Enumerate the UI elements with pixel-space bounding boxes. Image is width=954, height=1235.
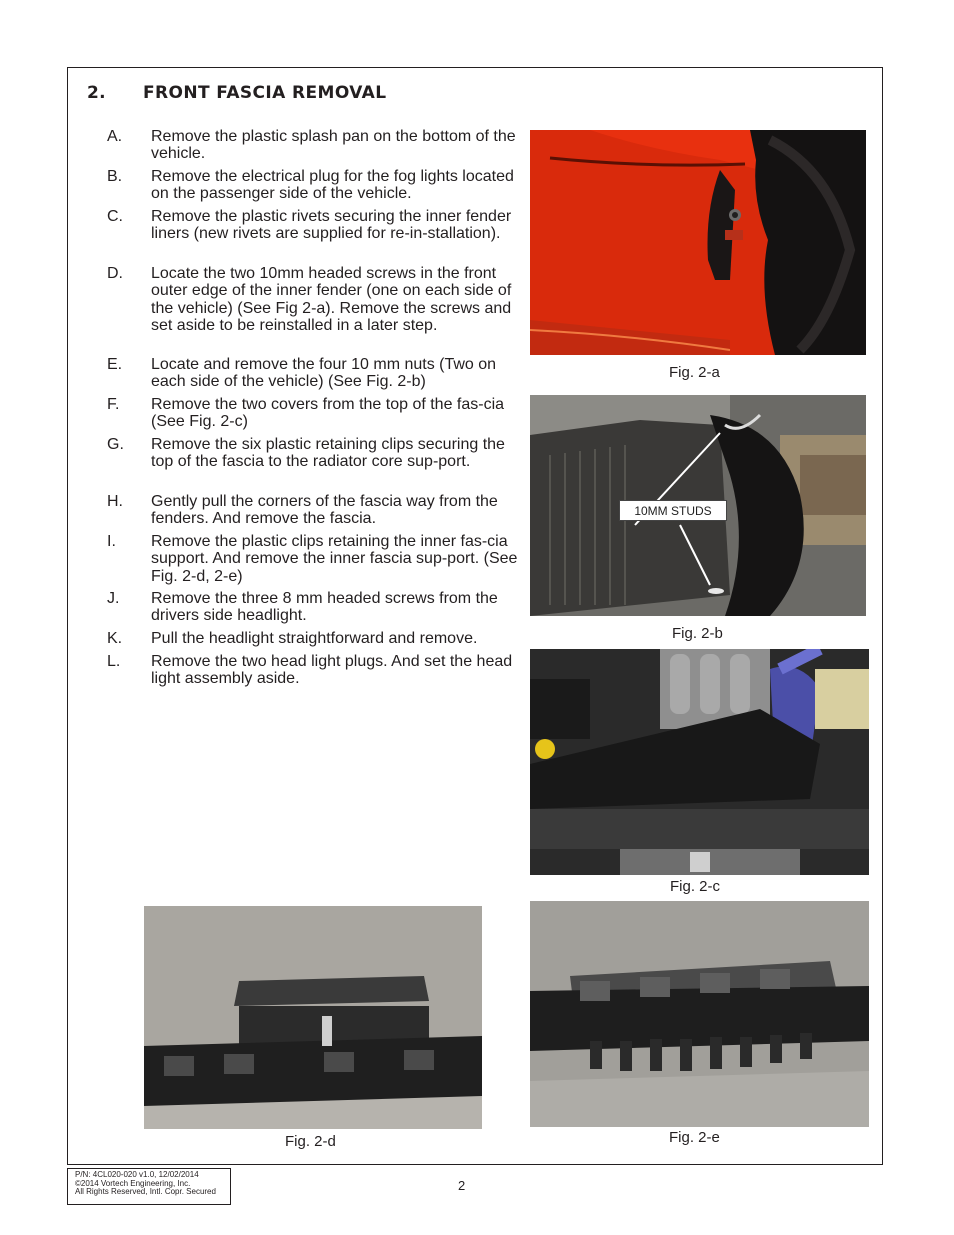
step-text: Remove the plastic splash pan on the bottom of the vehicle.: [151, 128, 516, 163]
step-letter: K.: [107, 630, 123, 647]
page-number: 2: [458, 1178, 466, 1193]
step-text: Remove the plastic rivets securing the inner fender liners (new rivets are supplied for re-in-stallation).: [151, 208, 512, 243]
fig-2c-caption: Fig. 2-c: [670, 878, 721, 895]
footer-copyright-box: [67, 1168, 231, 1205]
fig-2c-photo: [530, 649, 869, 875]
section-number: 2.: [87, 83, 106, 103]
step-text: Remove the electrical plug for the fog lights located on the passenger side of the vehicle.: [151, 168, 514, 203]
fig-2a-photo: [530, 130, 866, 355]
footer-rights: All Rights Reserved, Intl. Copr. Secured: [75, 1187, 216, 1197]
step-letter: D.: [107, 265, 123, 282]
fig-2b-callout-label: 10MM STUDS: [619, 500, 727, 521]
fig-2b-caption: Fig. 2-b: [672, 625, 723, 642]
step-letter: J.: [107, 590, 120, 607]
step-letter: C.: [107, 208, 123, 225]
footer-copyright: ©2014 Vortech Engineering, Inc.: [75, 1178, 191, 1188]
step-text: Remove the plastic clips retaining the inner fas-cia support. And remove the inner fascia sup-port. (See Fig. 2-d, 2-e): [151, 533, 518, 585]
step-letter: L.: [107, 653, 121, 670]
step-letter: A.: [107, 128, 123, 145]
step-text: Remove the three 8 mm headed screws from the drivers side headlight.: [151, 590, 498, 625]
fig-2d-caption: Fig. 2-d: [285, 1133, 336, 1150]
step-text: Locate and remove the four 10 mm nuts (Two on each side of the vehicle) (See Fig. 2-b): [151, 356, 497, 391]
fig-2d-photo: [144, 906, 482, 1129]
step-letter: G.: [107, 436, 124, 453]
step-text: Remove the two covers from the top of the fas-cia (See Fig. 2-c): [151, 396, 505, 431]
section-title: FRONT FASCIA REMOVAL: [143, 83, 387, 103]
step-letter: H.: [107, 493, 123, 510]
step-letter: I.: [107, 533, 116, 550]
step-text: Locate the two 10mm headed screws in the front outer edge of the inner fender (one on each side of the vehicle) (See Fig 2-a). Remove the screws and set aside to be reinstalled in a later step.: [151, 265, 512, 334]
footer-part-number: P/N: 4CL020-020 v1.0, 12/02/2014: [75, 1170, 199, 1179]
step-text: Pull the headlight straightforward and remove.: [151, 630, 478, 647]
fig-2e-photo: [530, 901, 869, 1127]
step-text: Remove the six plastic retaining clips securing the top of the fascia to the radiator core sup-port.: [151, 436, 505, 471]
step-text: Remove the two head light plugs. And set the head light assembly aside.: [151, 653, 513, 688]
step-letter: F.: [107, 396, 120, 413]
step-text: Gently pull the corners of the fascia way from the fenders. And remove the fascia.: [151, 493, 498, 528]
step-letter: B.: [107, 168, 123, 185]
fig-2a-caption: Fig. 2-a: [669, 364, 720, 381]
fig-2e-caption: Fig. 2-e: [669, 1129, 720, 1146]
step-letter: E.: [107, 356, 123, 373]
